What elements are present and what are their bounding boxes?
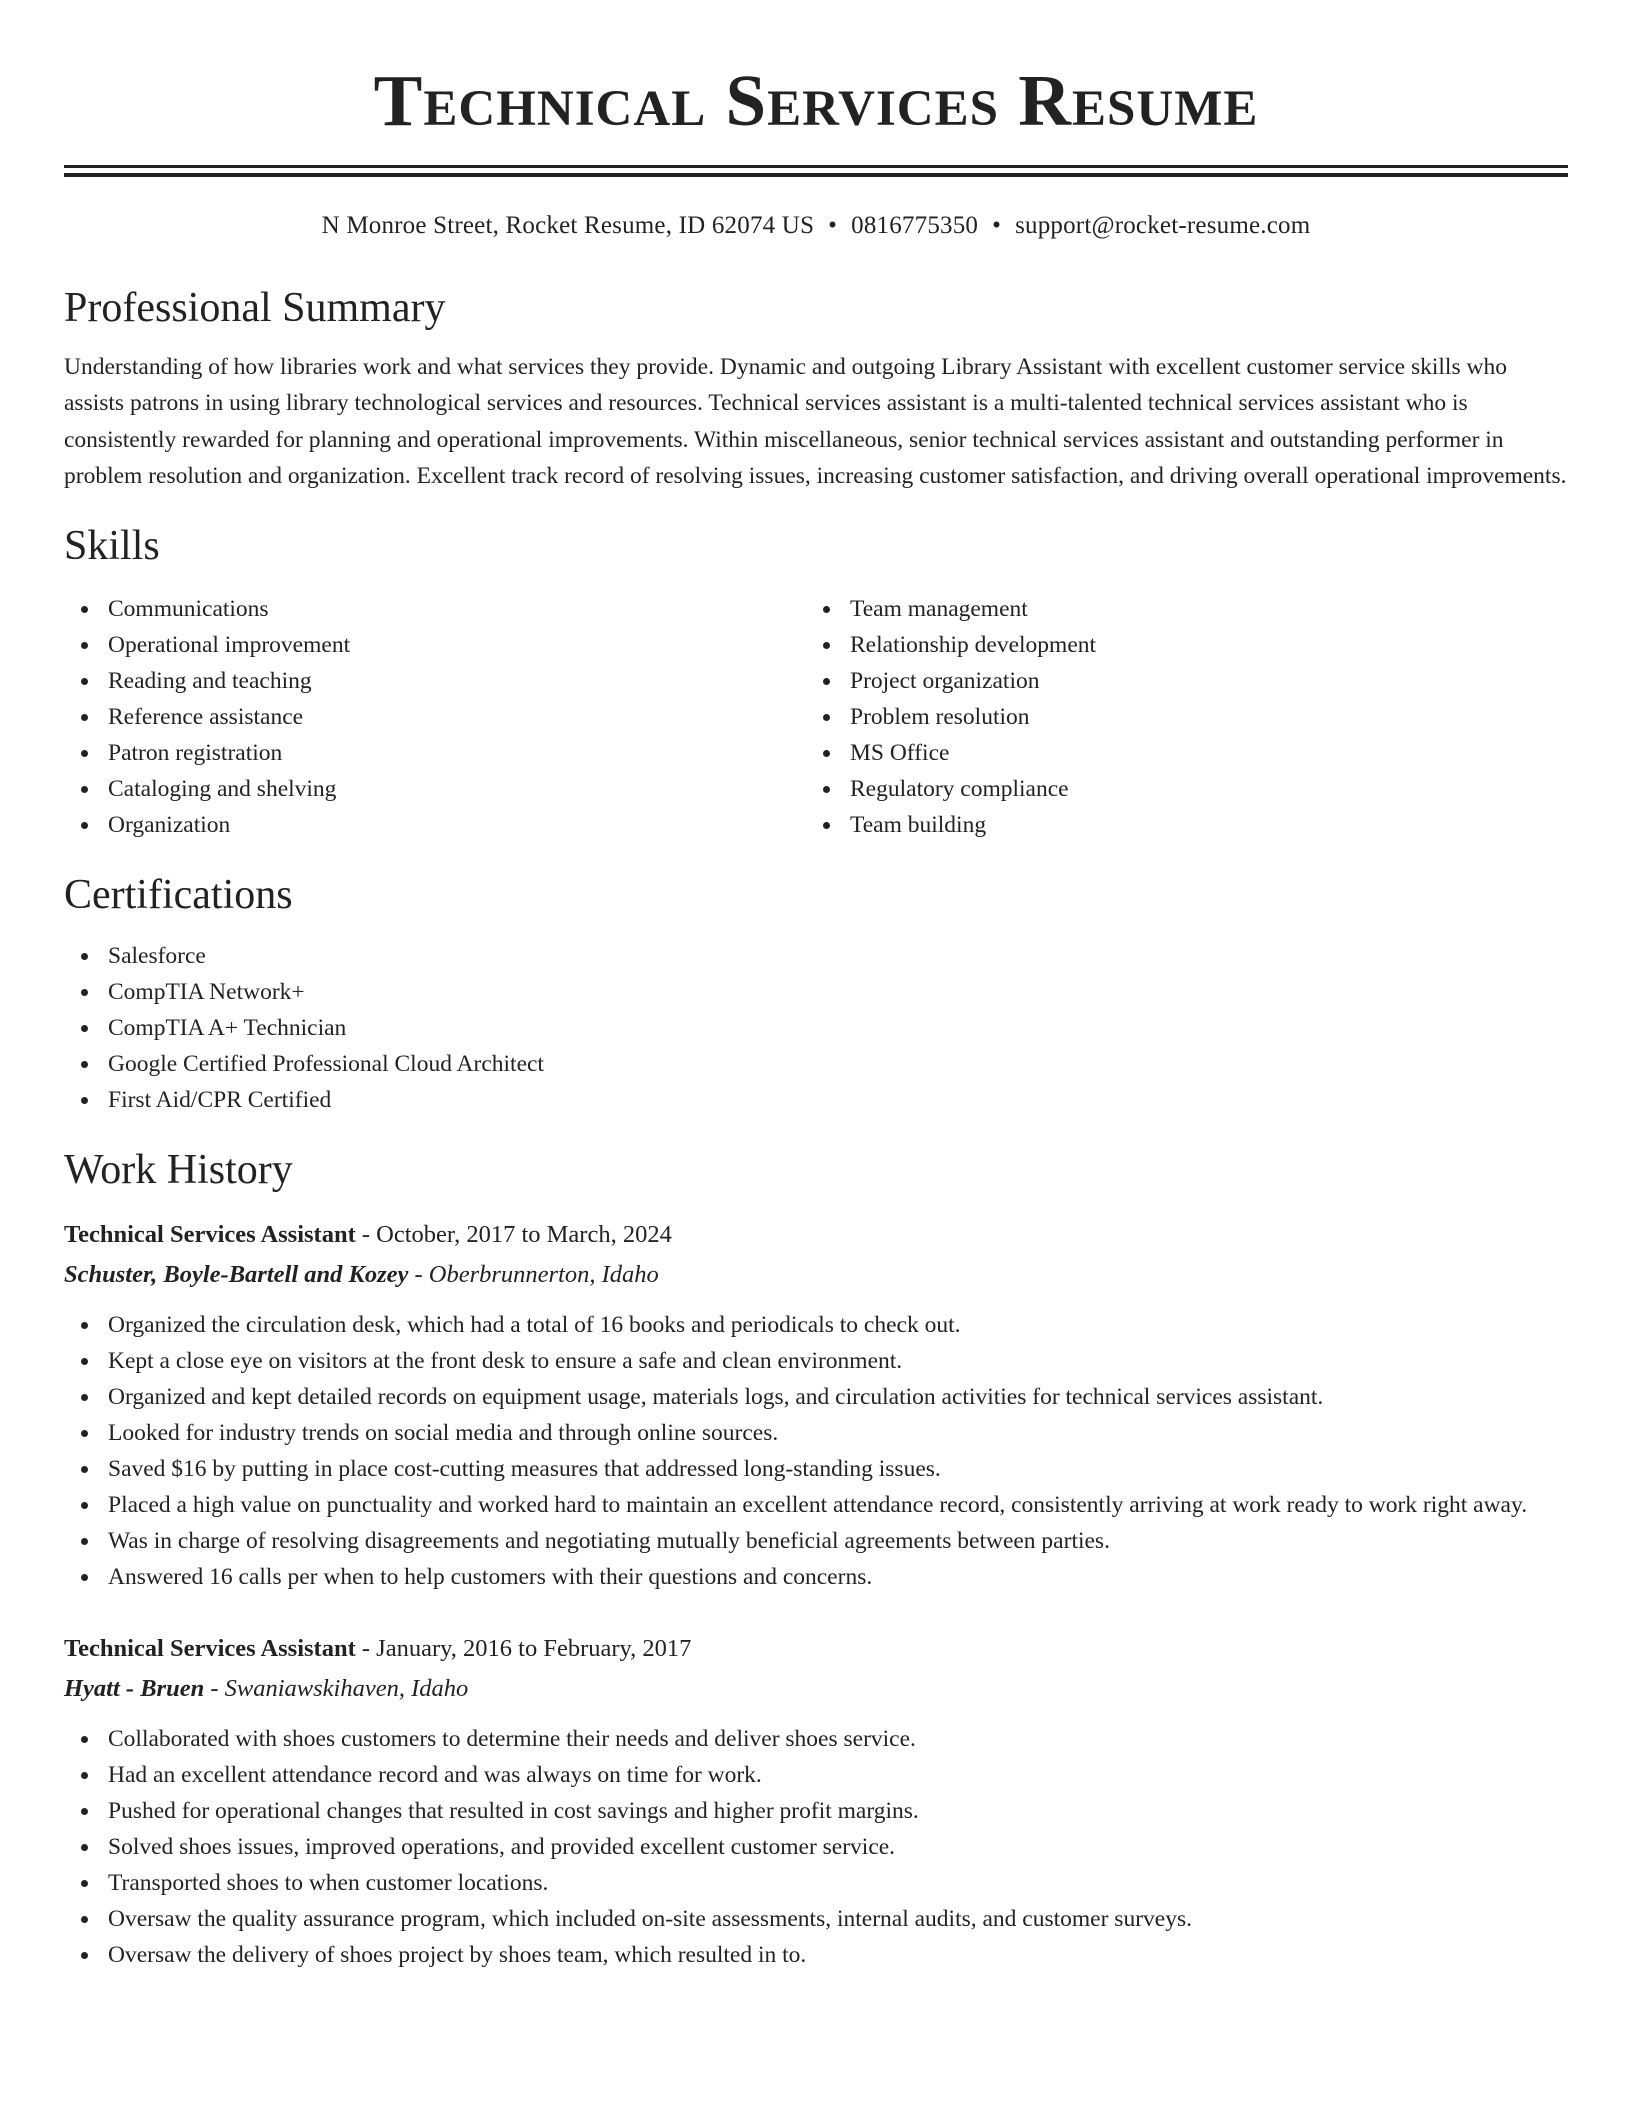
job-duty-item: Was in charge of resolving disagreements and negotiating mutually beneficial agreements between parties. — [64, 1523, 1568, 1559]
skills-section — [64, 521, 1568, 843]
job-title-line — [64, 1215, 1568, 1255]
job-employer-line — [64, 1669, 1568, 1709]
skill-item: Operational improvement — [64, 627, 806, 663]
skill-item: Problem resolution — [806, 699, 1548, 735]
job-role: Technical Services Assistant — [64, 1634, 356, 1662]
skill-item: Project organization — [806, 663, 1548, 699]
certification-item: First Aid/CPR Certified — [64, 1082, 1568, 1118]
certifications-heading: Certifications — [64, 871, 293, 918]
job-duty-item: Answered 16 calls per when to help customers with their questions and concerns. — [64, 1559, 1568, 1595]
job-duty-item: Kept a close eye on visitors at the front desk to ensure a safe and clean environment. — [64, 1343, 1568, 1379]
skill-item: Reference assistance — [64, 699, 806, 735]
skill-item: Cataloging and shelving — [64, 771, 806, 807]
skill-item: Team management — [806, 591, 1548, 627]
summary-section — [64, 283, 1568, 495]
certification-item: Salesforce — [64, 938, 1568, 974]
contact-email: support@rocket-resume.com — [1015, 212, 1311, 239]
job-dates: - January, 2016 to February, 2017 — [355, 1634, 692, 1662]
certification-item: Google Certified Professional Cloud Architect — [64, 1046, 1568, 1082]
job-title-line — [64, 1629, 1568, 1669]
contact-phone: 0816775350 — [851, 212, 979, 239]
skill-item: MS Office — [806, 735, 1548, 771]
contact-separator: • — [992, 212, 1002, 239]
skills-column-left — [64, 591, 806, 843]
job-duty-item: Transported shoes to when customer locations. — [64, 1865, 1568, 1901]
job-employer-line — [64, 1255, 1568, 1295]
job-duty-item: Placed a high value on punctuality and worked hard to maintain an excellent attendance record, consistently arriving at work ready to work right away. — [64, 1487, 1568, 1523]
job-duty-item: Saved $16 by putting in place cost-cutting measures that addressed long-standing issues. — [64, 1451, 1568, 1487]
certification-item: CompTIA A+ Technician — [64, 1010, 1568, 1046]
contact-line — [64, 210, 1568, 242]
job-duties-list — [64, 1721, 1568, 1973]
skills-column-right — [806, 591, 1548, 843]
job-duty-item: Looked for industry trends on social media and through online sources. — [64, 1415, 1568, 1451]
job-duty-item: Oversaw the quality assurance program, which included on-site assessments, internal audits, and customer surveys. — [64, 1901, 1568, 1937]
job-duty-item: Oversaw the delivery of shoes project by shoes team, which resulted in to. — [64, 1937, 1568, 1973]
job-dates: - October, 2017 to March, 2024 — [355, 1220, 672, 1248]
work-history-heading: Work History — [64, 1146, 293, 1193]
certifications-section — [64, 870, 1568, 1118]
certifications-list — [64, 938, 1568, 1118]
job-location: - Oberbrunnerton, Idaho — [408, 1260, 659, 1288]
skill-item: Organization — [64, 807, 806, 843]
job-location: - Swaniawskihaven, Idaho — [204, 1674, 469, 1702]
skill-item: Team building — [806, 807, 1548, 843]
job-company: Schuster, Boyle-Bartell and Kozey — [64, 1260, 409, 1288]
job-entry — [64, 1215, 1568, 1595]
skills-grid — [64, 591, 1568, 843]
job-duties-list — [64, 1307, 1568, 1595]
summary-text: Understanding of how libraries work and what services they provide. Dynamic and outgoing Library Assistant with excellent customer service skills who assists patrons in using library technological services and resources. Technical services assistant is a multi-talented technical services assistant who is consistently rewarded for planning and operational improvements. Within miscellaneous, senior technical services assistant and outstanding performer in problem resolution and organization. Excellent track record of resolving issues, increasing customer satisfaction, and driving overall operational improvements. — [64, 354, 1567, 490]
summary-heading: Professional Summary — [64, 285, 446, 331]
skill-item: Patron registration — [64, 735, 806, 771]
job-duty-item: Had an excellent attendance record and was always on time for work. — [64, 1757, 1568, 1793]
contact-separator: • — [828, 212, 838, 239]
job-duty-item: Collaborated with shoes customers to determine their needs and deliver shoes service. — [64, 1721, 1568, 1757]
skill-item: Regulatory compliance — [806, 771, 1548, 807]
title-divider — [64, 165, 1568, 177]
job-entry — [64, 1629, 1568, 1973]
page-title: Technical Services Resume — [373, 60, 1259, 141]
certification-item: CompTIA Network+ — [64, 974, 1568, 1010]
skill-item: Reading and teaching — [64, 663, 806, 699]
skill-item: Relationship development — [806, 627, 1548, 663]
contact-address: N Monroe Street, Rocket Resume, ID 62074 US — [321, 212, 815, 239]
skill-item: Communications — [64, 591, 806, 627]
job-duty-item: Solved shoes issues, improved operations, and provided excellent customer service. — [64, 1829, 1568, 1865]
skills-list-right — [806, 591, 1548, 843]
job-duty-item: Organized and kept detailed records on equipment usage, materials logs, and circulation activities for technical services assistant. — [64, 1379, 1568, 1415]
skills-list-left — [64, 591, 806, 843]
work-history-section — [64, 1145, 1568, 1973]
job-company: Hyatt - Bruen — [64, 1674, 205, 1702]
job-duty-item: Pushed for operational changes that resulted in cost savings and higher profit margins. — [64, 1793, 1568, 1829]
skills-heading: Skills — [64, 522, 160, 569]
job-duty-item: Organized the circulation desk, which had a total of 16 books and periodicals to check out. — [64, 1307, 1568, 1343]
job-role: Technical Services Assistant — [64, 1220, 356, 1248]
